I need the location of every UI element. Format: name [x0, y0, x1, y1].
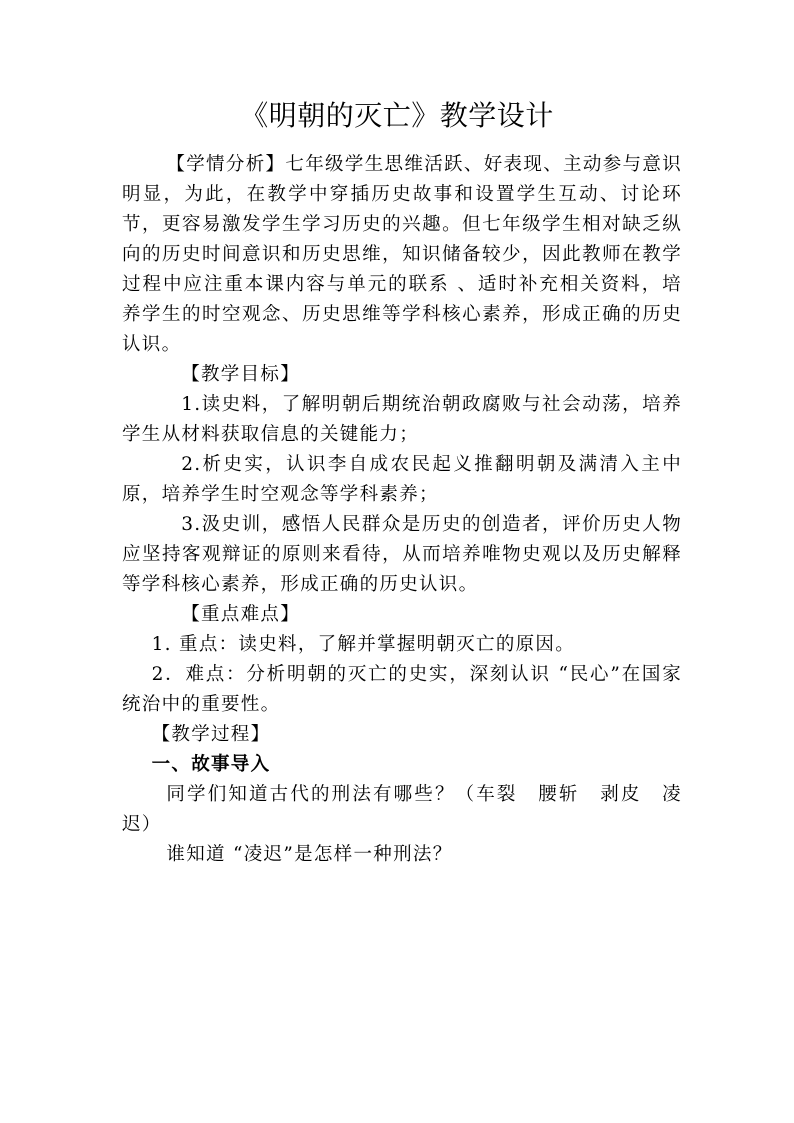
objective-item-1: 1.读史料，了解明朝后期统治朝政腐败与社会动荡，培养学生从材料获取信息的关键能力； [122, 394, 682, 445]
section-1-heading: 一、故事导入 [151, 754, 271, 775]
objectives-heading: 【教学目标】 [181, 364, 300, 385]
learning-analysis-paragraph: 【学情分析】七年级学生思维活跃、好表现、主动参与意识明显，为此，在教学中穿插历史故事和设置学生互动、讨论环节，更容易激发学生学习历史的兴趣。但七年级学生相对缺乏纵向的历史时间意识和历史思维，知识储备较少，因此教师在教学过程中应注重本课内容与单元的联系 、适时补充相关资料，培养学生的时空观念、历史思维等学科核心素养，形成正确的历史认识。 [122, 154, 682, 355]
section-1-question: 同学们知道古代的刑法有哪些？（车裂 腰斩 剥皮 凌迟） [122, 784, 682, 835]
key-point-item-1: 1. 重点：读史料，了解并掌握明朝灭亡的原因。 [151, 634, 576, 655]
process-heading: 【教学过程】 [151, 724, 271, 745]
key-points-heading: 【重点难点】 [181, 604, 300, 625]
key-point-item-2: 2．难点：分析明朝的灭亡的史实，深刻认识 “民心”在国家统治中的重要性。 [122, 664, 682, 715]
document-body [122, 150, 682, 870]
document-title: 《明朝的灭亡》教学设计 [240, 99, 554, 132]
objective-item-3: 3.汲史训，感悟人民群众是历史的创造者，评价历史人物应坚持客观辩证的原则来看待，从而培养唯物史观以及历史解释等学科核心素养，形成正确的历史认识。 [122, 514, 682, 595]
section-1-followup: 谁知道 “凌迟”是怎样一种刑法？ [166, 844, 453, 865]
objective-item-2: 2.析史实，认识李自成农民起义推翻明朝及满清入主中原，培养学生时空观念等学科素养； [122, 454, 682, 505]
